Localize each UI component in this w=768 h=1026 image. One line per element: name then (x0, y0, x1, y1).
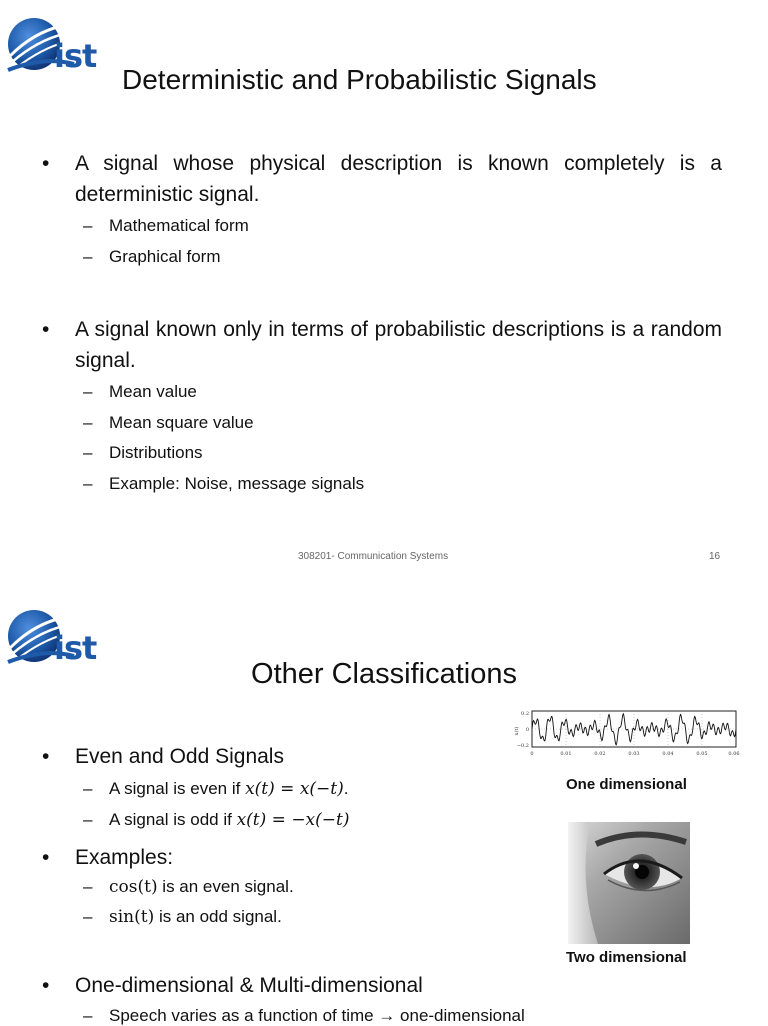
footer-course: 308201- Communication Systems (298, 551, 449, 562)
bullet-dimensional (42, 970, 535, 1001)
x-tick-label: 0.05 (696, 751, 708, 757)
footer-page-number: 16 (709, 551, 721, 562)
math-expression: sin(t) (109, 907, 155, 927)
sub-item: – Mean square value (83, 413, 254, 432)
ist-logo (4, 12, 116, 76)
math-expression: cos(t) (109, 877, 158, 897)
bullet-dot: • (42, 745, 50, 768)
logo-text: ist (54, 629, 97, 667)
x-tick-label: 0 (530, 751, 534, 757)
sub-item: – A signal is odd if x(t) = −x(−t) (83, 810, 350, 830)
one-dimensional-waveform (512, 707, 744, 761)
bullet-even-odd (42, 741, 495, 772)
sub-item: – Speech varies as a function of time → one-dimensional (83, 1006, 525, 1025)
bullet-text: Even and Odd Signals (75, 745, 284, 768)
bullet-examples (42, 842, 495, 873)
slide-title: Deterministic and Probabilistic Signals (122, 64, 597, 95)
y-tick-label: −0.2 (516, 743, 529, 749)
two-dimensional-caption: Two dimensional (566, 949, 687, 966)
bullet-deterministic (42, 148, 722, 210)
bullet-text: A signal whose physical description is known completely is a deterministic signal. (75, 152, 722, 206)
waveform-plot (512, 707, 744, 761)
x-tick-label: 0.06 (728, 751, 740, 757)
sub-item: – sin(t) is an odd signal. (83, 907, 282, 927)
bullet-dot: • (42, 318, 50, 341)
y-axis-label: x(t) (514, 726, 520, 736)
sub-item: – A signal is even if x(t) = x(−t). (83, 779, 349, 799)
sub-item: – Mean value (83, 382, 197, 401)
logo-text: ist (54, 37, 97, 75)
two-dimensional-image (568, 822, 690, 944)
bullet-dot: • (42, 152, 50, 175)
sub-item: – cos(t) is an even signal. (83, 877, 294, 897)
one-dimensional-caption: One dimensional (566, 776, 687, 793)
slide-other-classifications (0, 590, 768, 1024)
y-tick-label: 0 (525, 727, 529, 733)
sub-item: – Mathematical form (83, 216, 249, 235)
sub-item: – Graphical form (83, 247, 221, 266)
bullet-dot: • (42, 974, 50, 997)
eye-image-icon (568, 822, 690, 944)
x-tick-label: 0.01 (560, 751, 572, 757)
bullet-text: One-dimensional & Multi-dimensional (75, 974, 423, 997)
y-tick-label: 0.2 (521, 711, 529, 717)
bullet-dot: • (42, 846, 50, 869)
bullet-random (42, 314, 722, 376)
sub-item: – Distributions (83, 443, 203, 462)
bullet-text: Examples: (75, 846, 174, 869)
math-expression: x(t) = −x(−t) (236, 810, 350, 830)
slide-title: Other Classifications (251, 658, 517, 690)
math-expression: x(t) = x(−t) (245, 779, 344, 799)
bullet-text: A signal known only in terms of probabilistic descriptions is a random signal. (75, 318, 722, 372)
x-tick-label: 0.03 (628, 751, 640, 757)
x-tick-label: 0.04 (662, 751, 674, 757)
sub-item: – Example: Noise, message signals (83, 474, 365, 493)
x-tick-label: 0.02 (594, 751, 606, 757)
